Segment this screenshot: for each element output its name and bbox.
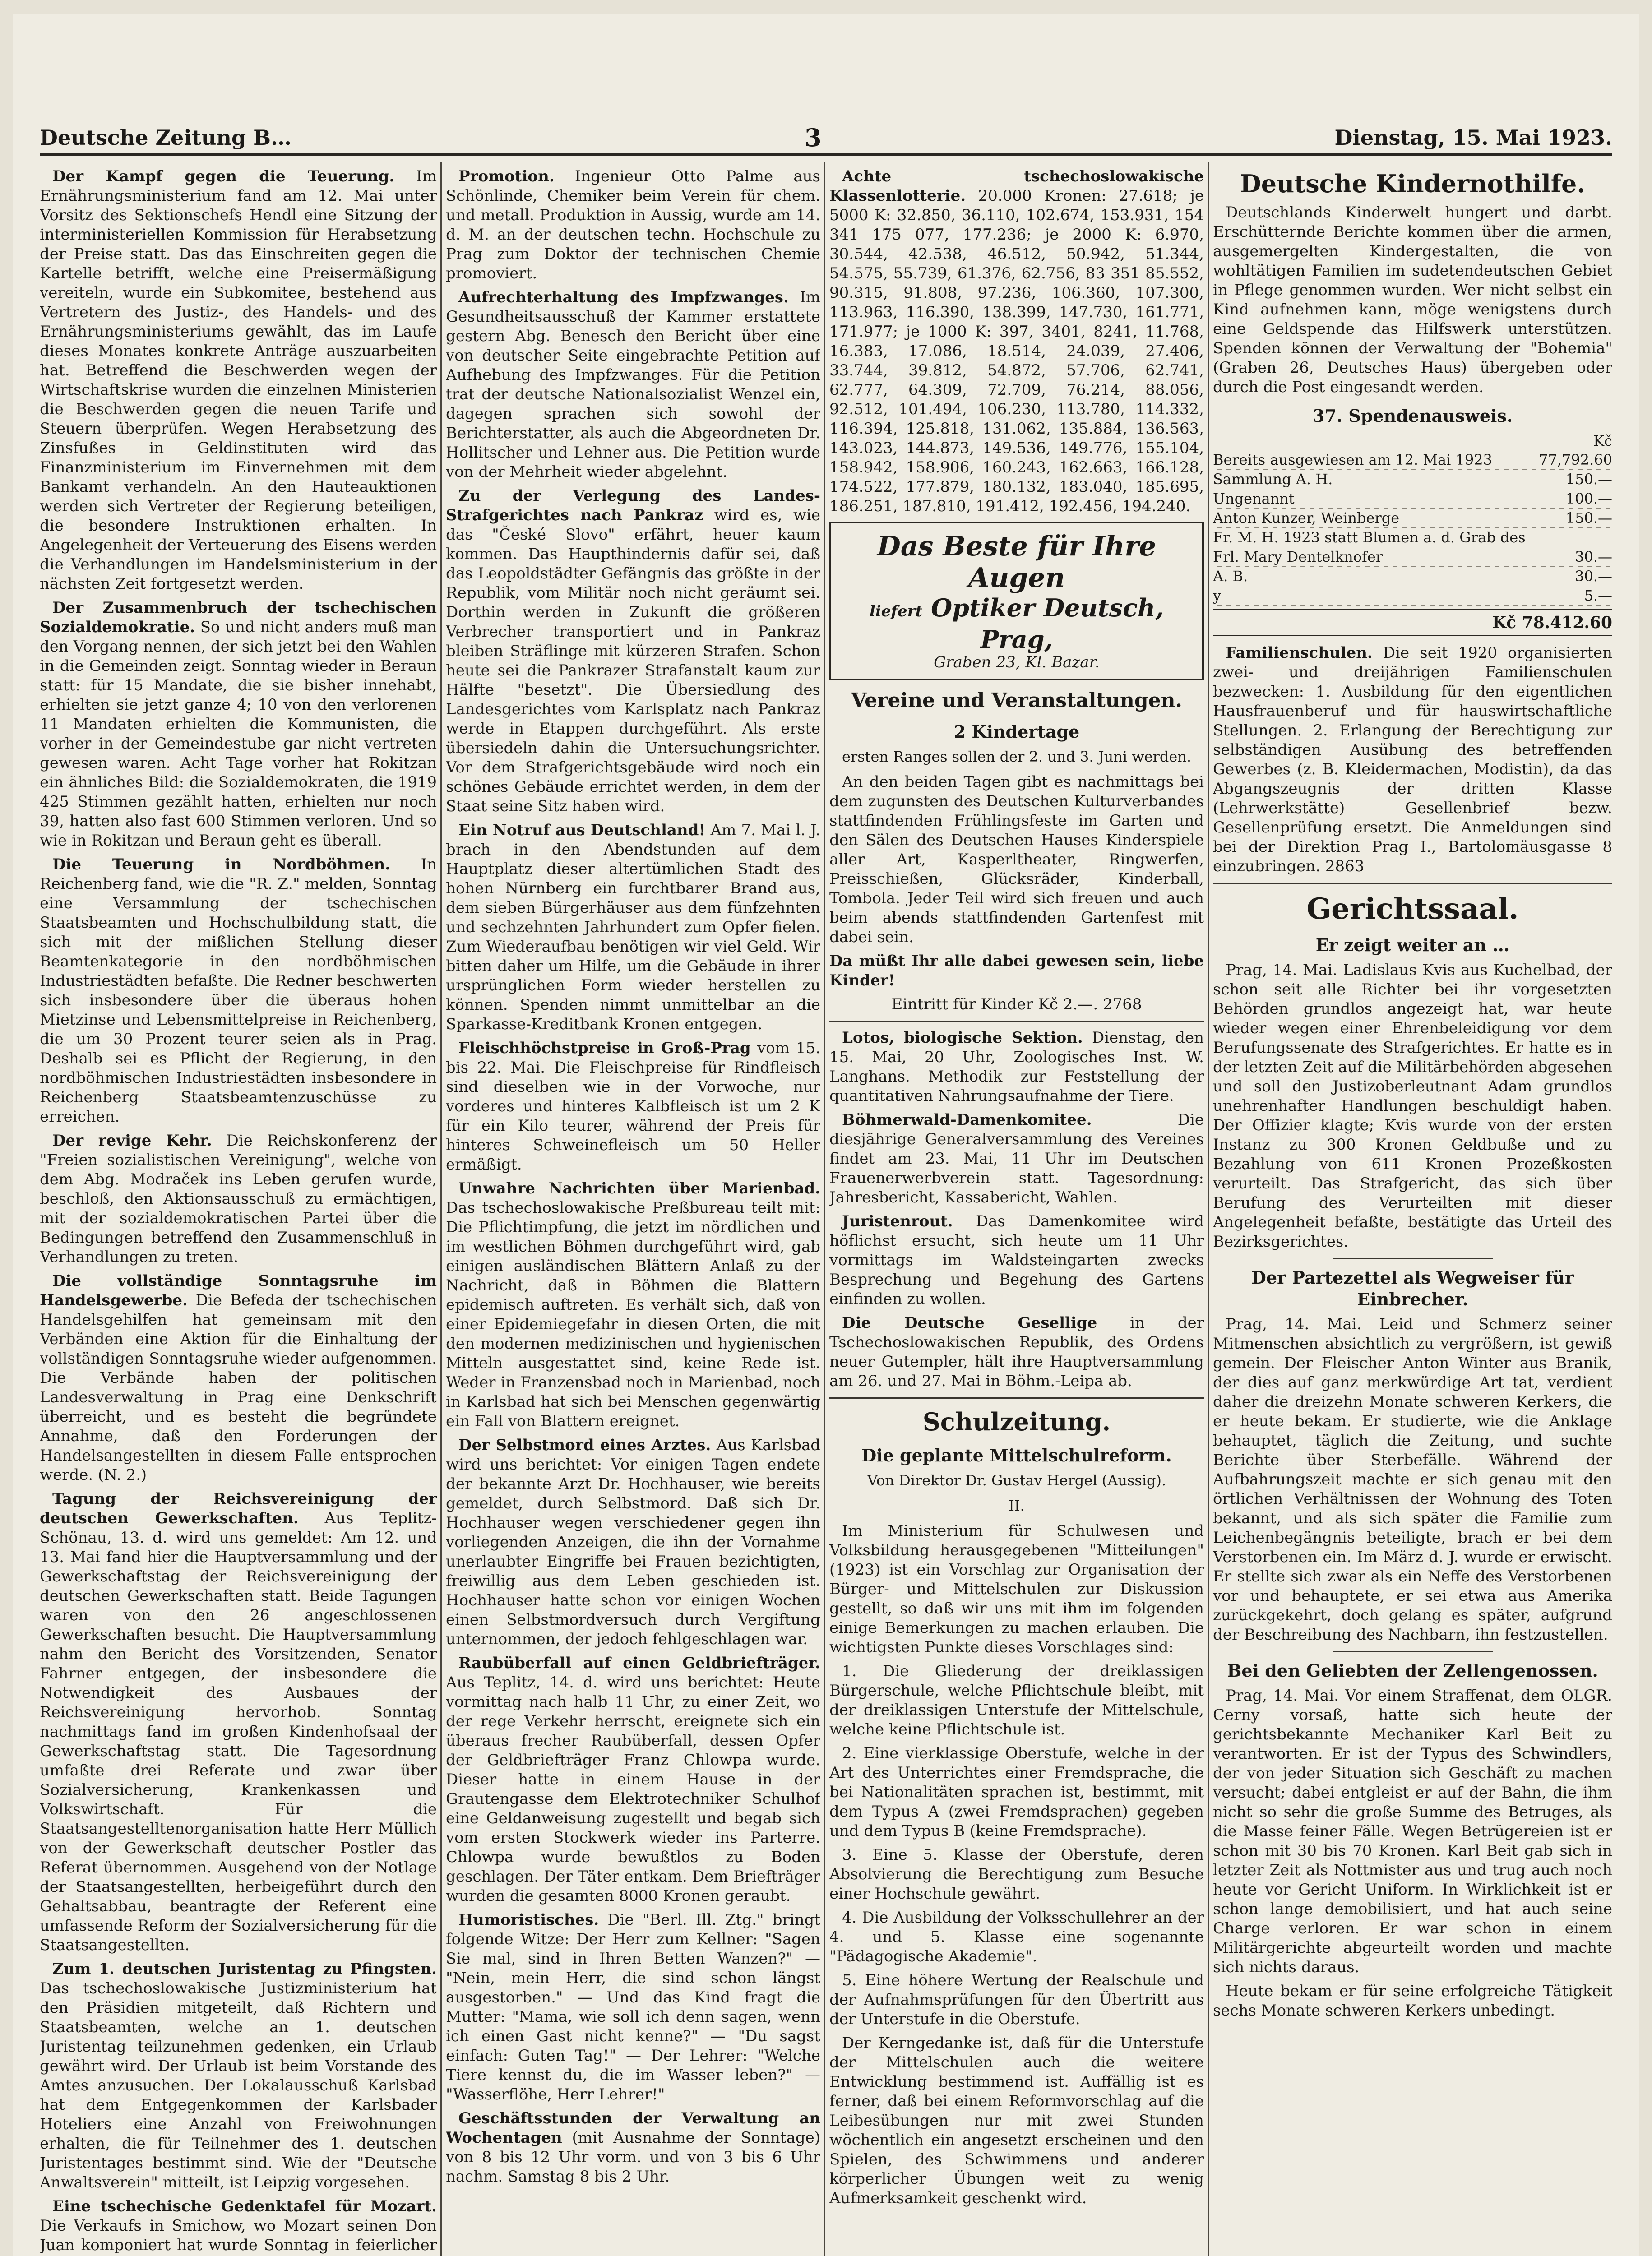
news-item-text: In Reichenberg fand, wie die "R. Z." melden, Sonntag eine Versammlung der tschechischen Staatsbeamten und Hochschulbildung statt, die sich mit der mißlichen Stellung dieser Beamtenkategorie in den nordböhmischen Industriestädten befaßte. Die Redner beschwerten sich insbesondere über die überaus hohen Mietzinse und Lebensmittelpreise in Reichenberg, die um 30 Prozent teurer seien als in Prag. Deshalb sei es Pflicht der Regierung, in den nordböhmischen Industriestädten insbesondere in Reichenberg Staatsbeamtenzuschüsse zu erreichen. — [40, 855, 437, 1126]
news-item-head: Die Teuerung in Nordböhmen. — [52, 855, 391, 874]
schul-paragraph: 3. Eine 5. Klasse der Oberstufe, deren Absolvierung die Berechtigung zum Besuche einer Hochschule gewährt. — [829, 1846, 1204, 1903]
news-item — [40, 1960, 437, 2192]
column-4 — [1213, 167, 1612, 2256]
ad-liefert: liefert — [869, 602, 923, 620]
news-item — [446, 486, 820, 816]
divider — [1213, 883, 1612, 884]
schul-paragraph: 5. Eine höhere Wertung der Realschule und der Aufnahmsprüfungen für den Übertritt aus der Unterstufe in die Oberstufe. — [829, 1971, 1204, 2028]
paper-name: Deutsche Zeitung B… — [40, 125, 292, 150]
donation-unit: Kč — [1593, 432, 1612, 449]
column-rule — [824, 162, 825, 2256]
news-item — [829, 1313, 1204, 1391]
donation-label: A. B. — [1213, 568, 1248, 585]
news-item — [446, 2109, 820, 2187]
news-item — [829, 1028, 1204, 1106]
donation-value: 5.— — [1584, 587, 1612, 604]
schulzeitung-part: II. — [1009, 1497, 1025, 1514]
news-item — [40, 2197, 437, 2256]
news-item-head: Böhmerwald-Damenkomitee. — [842, 1111, 1092, 1129]
news-item-text: Die Befeda der tschechischen Handelsgehilfen hat gemeinsam mit den Verbänden eine Aktion für die Einhaltung der vollständigen Sonntagsruhe wieder aufgenommen. Die Verbände haben der politischen Landesverwaltung in Prag eine Denkschrift überreicht, und es besteht die begründete Annahme, daß den Forderungen der Handelsangestellten in diesem Falle entsprochen werde. (N. 2.) — [40, 1291, 437, 1484]
divider — [829, 1021, 1204, 1022]
donation-label: Sammlung A. H. — [1213, 471, 1333, 488]
news-item-text: Im Gesundheitsausschuß der Kammer erstattete gestern Abg. Benesch den Bericht über eine von deutscher Seite eingebrachte Petition auf Aufhebung des Impfzwanges. Für die Petition trat der deutsche Nationalsozialist Wenzel ein, dagegen sprachen sich sowohl der Berichterstatter, als auch die Abgeordneten Dr. Hollitscher und Lehner aus. Die Petition wurde von der Mehrheit wieder abgelehnt. — [446, 288, 820, 481]
donation-label: y — [1213, 587, 1222, 604]
news-item-head: Geschäftsstunden der Verwaltung an Wochentagen — [446, 2109, 820, 2147]
kindertage-sub: ersten Ranges sollen der 2. und 3. Juni werden. — [842, 748, 1192, 765]
donation-row — [1213, 470, 1612, 489]
schul-paragraph: Im Ministerium für Schulwesen und Volksbildung herausgegebenen "Mitteilungen" (1923) ist ein Vorschlag zur Organisation der Bürger- und Mittelschulen zur Diskussion gestellt, so daß wir uns mit ihm im folgenden einige Bemerkungen zu machen erlauben. Die wichtigsten Punkte dieses Vorschlages sind: — [829, 1522, 1204, 1656]
news-item-text: Die Verkaufs in Smichow, wo Mozart seinen Don Juan komponiert hat wurde Sonntag in feierlicher — [40, 2217, 437, 2254]
court-heading-3: Bei den Geliebten der Zellengenossen. — [1227, 1660, 1598, 1681]
schul-paragraph: Der Kerngedanke ist, daß für die Unterstufe der Mittelschulen auch die weitere Entwicklung bestimmend ist. Auffällig ist es ferner, daß bei einem Reformvorschlag auf die Leibesübungen nur mit zwei Stunden wöchentlich ein angesetzt erscheinen und den Spielen, des Schwimmens und anderer körperlicher Übungen weit zu wenig Aufmerksamkeit geschenkt wird. — [829, 2034, 1204, 2207]
donation-total-value: Kč 78.412.60 — [1492, 613, 1612, 632]
donation-row — [1213, 547, 1612, 567]
kindertage-heading: 2 Kindertage — [953, 721, 1080, 742]
news-item-text: vom 15. bis 22. Mai. Die Fleischpreise für Rindfleisch sind dieselben wie in der Vorwoche, nur vorderes und hinteres Kalbfleisch ist um 2 K für ein Kilo teurer, während der Preis für hinteres Schweinefleisch um 50 Heller ermäßigt. — [446, 1039, 820, 1174]
news-item — [40, 167, 437, 594]
donation-list — [1213, 431, 1612, 606]
donation-label: Ungenannt — [1213, 490, 1295, 507]
donation-row — [1213, 586, 1612, 606]
news-item-head: Die Deutsche Gesellige — [842, 1314, 1097, 1332]
news-item — [446, 1910, 820, 2104]
donation-label: Frl. Mary Dentelknofer — [1213, 548, 1383, 565]
news-item — [829, 1110, 1204, 1207]
news-item-text: Im Ernährungsministerium fand am 12. Mai unter Vorsitz des Sektionschefs Hendl eine Sitzung der interministeriellen Kommission für Herabsetzung der Preise statt. Das das Einschreiten gegen die Kartelle betrifft, welche eine Preisermäßigung vereiteln, wurde ein Subkomitee, bestehend aus Vertretern des Justiz-, des Handels- und des Ernährungsministeriums gewählt, das im Laufe dieses Monates konkrete Anträge auszuarbeiten hat. Betreffend die Beschwerden wegen der Wirtschaftskrise wurden die einzelnen Ministerien die Beschwerden gegen die neuen Tarife und Steuern überprüfen. Wegen Herabsetzung des Zinsfußes in Geldinstituten wird das Finanzministerium im Einvernehmen mit dem Bankamt verhandeln. An den Hauteauktionen werden sich Vertreter der Regierung beteiligen, die besondere Instruktionen erhalten. In Angelegenheit der Verteuerung des Eisens werden die Verhandlungen im Handelsministerium in der nächsten Zeit fortgesetzt werden. — [40, 167, 437, 593]
news-item-head: Eine tschechische Gedenktafel für Mozart. — [52, 2197, 437, 2215]
court-text-1: Prag, 14. Mai. Ladislaus Kvis aus Kuchelbad, der schon seit alle Richter bei ihr vorgesetzten Behörden grundlos angezeigt hat, war heute wieder wegen einer Ehrenbeleidigung vor dem Berufungssenate des Strafgerichtes. Er hatte es in der letzten Zeit auf die Militärbehörden abgesehen und soll den Justizoberleutnant Adam grundlos unehrenhafter Handlungen beschuldigt haben. Der Offizier klagte; Kvis wurde von der ersten Instanz zu 300 Kronen Geldbuße und zu Bezahlung von 611 Kronen Prozeßkosten verurteilt. Das Strafgericht, das sich über Berufung des Verurteilten mit dieser Angelegenheit befaßte, bestätigte das Urteil des Bezirksgerichtes. — [1213, 961, 1612, 1251]
schul-paragraph: 1. Die Gliederung der dreiklassigen Bürgerschule, welche Pflichtschule bleibt, mit der dreiklassigen Unterstufe der Mittelschule, welche keine Pflichtschule ist. — [829, 1662, 1204, 1738]
news-item-head: Aufrechterhaltung des Impfzwanges. — [458, 288, 789, 306]
court-text-2: Prag, 14. Mai. Leid und Schmerz seiner Mitmenschen absichtlich zu vergrößern, ist gewiß gemein. Der Fleischer Anton Winter aus Branik, der dies auf ganz merkwürdige Art tat, verdient daher die dreizehn Monate schweren Kerkers, die er heute bekam. Er studierte, wie die Anklage behauptet, täglich die Zeitung, und suchte Berichte über Sterbefälle. Während der Aufbahrungszeit machte er sich genau mit den örtlichen Verhältnissen der Wohnung des Toten bekannt, und als sich später die Familie zum Leichenbegängnis beteiligte, brach er bei dem Verstorbenen ein. Im März d. J. wurde er erwischt. Er stellte sich zwar als ein Neffe des Verstorbenen vor und behauptete, er sei etwa aus Amerika zurückgekehrt, doch gelang es später, aufgrund der Beschreibung des Nachbarn, ihn festzustellen. — [1213, 1315, 1612, 1644]
ad-address: Graben 23, Kl. Bazar. — [934, 653, 1100, 671]
news-item-text: Ingenieur Otto Palme aus Schönlinde, Chemiker beim Verein für chem. und metall. Produktion in Aussig, wurde am 14. d. M. an der deutschen techn. Hochschule zu Prag zum Doktor der technischen Chemie promoviert. — [446, 167, 820, 282]
kindertage-price: Eintritt für Kinder Kč 2.—. 2768 — [891, 995, 1142, 1013]
news-item-text: Das Damenkomitee wird höflichst ersucht, sich heute um 11 Uhr vormittags im Waldsteingarten zwecks Besprechung und Begehung des Gartens einfinden zu wollen. — [829, 1212, 1204, 1308]
news-item — [40, 1489, 437, 1955]
optiker-advertisement — [829, 522, 1204, 680]
kindertage-text: An den beiden Tagen gibt es nachmittags bei dem zugunsten des Deutschen Kulturverbandes stattfindenden Frühlingsfeste im Garten und den Sälen des Deutschen Hauses Kinderspiele aller Art, Kasperltheater, Ringwerfen, Preisschießen, Glücksräder, Kinderball, Tombola. Jeder Teil wird sich freuen und auch beim abends stattfindenden Gartenfest mit dabei sein. — [829, 773, 1204, 946]
news-item — [446, 821, 820, 1034]
column-2 — [446, 167, 820, 2256]
ad-optiker: Optiker Deutsch, Prag, — [931, 593, 1164, 654]
page-header — [40, 122, 1612, 156]
news-item-text: Das tschechoslowakische Preßbureau teilt mit: Die Pflichtimpfung, die jetzt im nördlichen und im westlichen Böhmen durchgeführt wird, gab einigen ausländischen Blättern Anlaß zu der Nachricht, daß in Böhmen die Blattern epidemisch auftreten. Es verhält sich, daß von einer Epidemiegefahr in diesen Orten, die mit den modernen medizinischen und hygienischen Mitteln ausgestattet sind, keine Rede ist. Weder in Franzensbad noch in Marienbad, noch in Karlsbad hat sich bei Menschen gegenwärtig ein Fall von Blattern ereignet. — [446, 1199, 820, 1430]
news-item-head: Zum 1. deutschen Juristentag zu Pfingsten. — [52, 1960, 437, 1978]
donation-row — [1213, 509, 1612, 528]
news-item-head: Promotion. — [458, 167, 555, 185]
news-item-text: Das tschechoslowakische Justizministerium hat den Präsidien mitgeteilt, daß Richtern und Staatsbeamten, welche an 1. deutschen Juristentag teilzunehmen gedenken, ein Urlaub gewährt wird. Der Urlaub ist beim Vorstande des Amtes anzusuchen. Der Lokalausschuß Karlsbad hat dem Entgegenkommen der Karlsbader Hoteliers eine Anzahl von Freiwohnungen erhalten, die für Teilnehmer des 1. deutschen Juristentages bestimmt sind. Wie der "Deutsche Anwaltsverein" mitteilt, ist Leipzig vorgesehen. — [40, 1979, 437, 2191]
news-item-head: Humoristisches. — [458, 1911, 599, 1929]
kindernothilfe-heading: Deutsche Kindernothilfe. — [1240, 169, 1586, 198]
familienschulen-text: Die seit 1920 organisierten zwei- und dreijährigen Familienschulen bezwecken: 1. Ausbildung für den eigentlichen Hausfrauenberuf und für hauswirtschaftliche Stellungen. 2. Erlangung der Berechtigung zur selbständigen Ausübung des betreffenden Gewerbes (z. B. Kleidermachen, Modistin), da das Abgangszeugnis der dritten Klasse (Lehrwerkstätte) Gesellenbrief bezw. Gesellenprüfung ersetzt. Die Anmeldungen sind bei der Direktion Prag I., Bartolomäusgasse 8 einzubringen. 2863 — [1213, 644, 1612, 875]
donation-label: Fr. M. H. 1923 statt Blumen a. d. Grab des — [1213, 529, 1526, 546]
news-item-head: Unwahre Nachrichten über Marienbad. — [458, 1179, 820, 1197]
news-item-head: Juristenrout. — [842, 1212, 953, 1230]
familienschulen-head: Familienschulen. — [1226, 644, 1373, 662]
donation-total — [1213, 609, 1612, 636]
familienschulen-article — [1213, 643, 1612, 876]
news-item — [446, 288, 820, 482]
news-item-text: So und nicht anders muß man den Vorgang nennen, der sich jetzt bei den Wahlen in die Gemeinden zeigt. Sonntag wieder in Beraun statt: für 15 Mandate, die sie bisher innehabt, erhielten sie jetzt ganze 4; 10 von den verlorenen 11 Mandaten erhielten die Kommunisten, die vorher in der Gemeindestube gar nicht vertreten gewesen waren. Acht Tage vorher hat Rokitzan ein ähnliches Bild: die Sozialdemokraten, die 1919 425 Stimmen gezählt hatten, erhielten nur noch 39, hatten also fast 600 Stimmen verloren. Und so wie in Rokitzan und Beraun geht es überall. — [40, 618, 437, 850]
news-item-text: Aus Teplitz-Schönau, 13. d. wird uns gemeldet: Am 12. und 13. Mai fand hier die Hauptversammlung und der Gewerkschaftstag der Reichsvereinigung der deutschen Gewerkschaften statt. Beide Tagungen waren von den 26 angeschlossenen Gewerkschaften besucht. Die Hauptversammlung nahm den Bericht des Vorsitzenden, Senator Fahrner entgegen, der insbesondere die Notwendigkeit des Ausbaues der Reichsvereinigung hervorhob. Sonntag nachmittags fand im großen Kindenhofsaal der Gewerkschaftstag statt. Die Tagesordnung umfaßte drei Referate und zwar über Sozialversicherung, Krankenkassen und Volkswirtschaft. Für die Staatsangestelltenorganisation hatte Herr Müllich von der Gewerkschaft deutscher Postler das Referat übernommen. Ausgehend von der Notlage der Staatsangestellten, herbeigeführt durch den Gehaltsabbau, beantragte der Referent eine umfassende Reform der Sozialversicherung für die Staatsangestellten. — [40, 1509, 437, 1954]
news-item-text: wird es, wie das "České Slovo" erfährt, heuer kaum kommen. Das Haupthindernis dafür sei, daß das Leopoldstädter Gefängnis das größte in der Republik, vom Militär noch nicht geräumt sei. Dorthin werden in Zukunft die größeren Verbrecher transportiert und in Pankraz bleiben Sträflinge mit kürzeren Strafen. Schon heute sei die Pankrazer Strafanstalt kaum zur Hälfte "besetzt". Die Übersiedlung des Landesgerichtes vom Karlsplatz nach Pankraz werde in Etappen durchgeführt. Als erste übersiedeln dahin die Untersuchungsrichter. Vor dem Strafgerichtsgebäude wird noch ein schönes Gebäude errichtet werden, in dem der Staat seine Sitz haben wird. — [446, 506, 820, 815]
kindernothilfe-text: Deutschlands Kinderwelt hungert und darbt. Erschütternde Berichte kommen über die armen, ausgemergelten Kindergestalten, die von wohltätigen Familien im sudetendeutschen Gebiet in Pflege genommen wurden. Wer nicht selbst ein Kind aufnehmen kann, möge wenigstens durch eine Geldspende das Hilfswerk unterstützen. Spenden können der Verwaltung der "Bohemia" (Graben 26, Deutsches Haus) übergeben oder durch die Post eingesandt werden. — [1213, 203, 1612, 396]
court-heading-2: Der Partezettel als Wegweiser für Einbrecher. — [1251, 1267, 1574, 1309]
ad-line-1: Das Beste für Ihre Augen — [877, 531, 1157, 594]
news-item-text: Dienstag, den 15. Mai, 20 Uhr, Zoologisches Inst. W. Langhans. Methodik zur Feststellung der quantitativen Nahrungsaufnahme der Tiere. — [829, 1029, 1204, 1105]
column-rule — [1208, 162, 1209, 2256]
news-item-text: Aus Karlsbad wird uns berichtet: Vor einigen Tagen endete der bekannte Arzt Dr. Hochhauser, wie bereits gemeldet, durch Selbstmord. Daß sich Dr. Hochhauser wegen verschiedener gegen ihn vorliegenden Anzeigen, die ihn der Vornahme unerlaubter Eingriffe bei Frauen bezichtigten, freiwillig aus dem Leben geschieden ist. Hochhauser hatte schon vor einigen Wochen einen Selbstmordversuch durch Vergiftung unternommen, der jedoch fehlgeschlagen war. — [446, 1436, 820, 1648]
newspaper-page — [13, 14, 1639, 2256]
news-item-head: Die vollständige Sonntagsruhe im Handelsgewerbe. — [40, 1272, 437, 1309]
donation-row — [1213, 528, 1612, 547]
news-item-head: Raubüberfall auf einen Geldbriefträger. — [458, 1654, 820, 1672]
news-item — [40, 1131, 437, 1267]
column-rule — [440, 162, 442, 2256]
section-heading-vereine: Vereine und Veranstaltungen. — [851, 689, 1182, 712]
court-heading-1: Er zeigt weiter an … — [1315, 935, 1510, 955]
issue-date: Dienstag, 15. Mai 1923. — [1334, 125, 1612, 150]
news-item-head: Fleischhöchstpreise in Groß-Prag — [458, 1039, 751, 1057]
news-item-text: in der Tschechoslowakischen Republik, des Ordens neuer Gutempler, hält ihre Hauptversammlung am 26. und 27. Mai in Böhm.-Leipa ab. — [829, 1314, 1204, 1390]
news-item-text: Die Reichskonferenz der "Freien sozialistischen Vereinigung", welche von dem Abg. Modraček ins Leben gerufen wurde, beschloß, den Aktionsausschuß zu ermächtigen, mit der sozialdemokratischen Partei über die Bedingungen betreffend den Zusammenschluß in Verhandlungen zu treten. — [40, 1132, 437, 1266]
news-item-head: Der revige Kehr. — [52, 1132, 212, 1150]
schulzeitung-subheading: Die geplante Mittelschulreform. — [861, 1445, 1172, 1465]
news-item-text: Die "Berl. Ill. Ztg." bringt folgende Witze: Der Herr zum Kellner: "Sagen Sie mal, sind in Ihren Betten Wanzen?" — "Nein, mein Herr, die sind schon längst ausgestorben." — Und das Kind fragt die Mutter: "Mama, wie soll ich denn sagen, wenn ich einen Gast nicht kenne?" — "Du sagst einfach: Guten Tag!" — Der Lehrer: "Welche Tiere kennst du, die im Wasser leben?" — "Wasserflöhe, Herr Lehrer!" — [446, 1911, 820, 2103]
court-text-3: Prag, 14. Mai. Vor einem Straffenat, dem OLGR. Cerny vorsaß, hatte sich heute der gerichtsbekannte Mechaniker Karl Beit zu verantworten. Er ist der Typus des Schwindlers, der von jeder Situation sich Geschäft zu machen versucht; dabei entgleist er auf der Bahn, die ihm nicht so sehr die große Summe des Betruges, als die Masse feiner Fälle. Wegen Betrügereien ist er schon mit 30 bis 70 Kronen. Karl Beit gab sich in letzter Zeit als Nottmister aus und trug auch noch heute vor Gericht Uniform. In Wirklichkeit ist er schon lange demobilisiert, und hat auch seine Charge verloren. Er war schon in einem Militärgerichte abgeurteilt worden und machte sich nichts daraus. — [1213, 1687, 1612, 1976]
donation-row — [1213, 567, 1612, 586]
news-item-text: Aus Teplitz, 14. d. wird uns berichtet: Heute vormittag nach halb 11 Uhr, zu einer Zeit, wo der rege Verkehr herrscht, ereignete sich ein überaus frecher Raubüberfall, dessen Opfer der Geldbriefträger Franz Chlowpa wurde. Dieser hatte in einem Hause in der Grautengasse dem Elektrotechniker Schulhof eine Geldanweisung zugestellt und begab sich vom ersten Stockwerk wieder ins Parterre. Chlowpa wurde bewußtlos zu Boden geschlagen. Der Täter entkam. Dem Briefträger wurden die gesamten 8000 Kronen geraubt. — [446, 1674, 820, 1905]
schul-paragraph: 2. Eine vierklassige Oberstufe, welche in der Art des Unterrichtes einer Fremdsprache, die bei Nationalitäten sprachen ist, bestimmt, mit dem Typus A (zwei Fremdsprachen) gegeben und dem Typus B (keine Fremdsprache). — [829, 1744, 1204, 1840]
donation-value: 150.— — [1565, 471, 1612, 488]
news-item — [446, 167, 820, 283]
court-text-3-end: Heute bekam er für seine erfolgreiche Tätigkeit sechs Monate schweren Kerkers unbedingt. — [1213, 1982, 1612, 2020]
page-number: 3 — [804, 123, 822, 152]
donation-value: 77,792.60 — [1539, 451, 1612, 468]
donation-row — [1213, 450, 1612, 470]
donation-value: 100.— — [1565, 490, 1612, 507]
news-item — [446, 1039, 820, 1174]
news-item — [829, 1212, 1204, 1309]
divider — [1333, 1651, 1493, 1652]
news-item-head: Der Selbstmord eines Arztes. — [458, 1436, 711, 1454]
news-item — [446, 1179, 820, 1431]
schul-paragraph: 4. Die Ausbildung der Volksschullehrer an der 4. und 5. Klasse eine sogenannte "Pädagogische Akademie". — [829, 1909, 1204, 1965]
column-3 — [829, 167, 1204, 2256]
column-1 — [40, 167, 437, 2256]
lottery-article — [829, 167, 1204, 516]
donation-row — [1213, 489, 1612, 509]
donation-value: 30.— — [1575, 568, 1612, 585]
divider — [1333, 1258, 1493, 1259]
news-item-head: Ein Notruf aus Deutschland! — [458, 821, 706, 839]
news-item-text: Die diesjährige Generalversammlung des Vereines findet am 23. Mai, 11 Uhr im Deutschen Frauenerwerbverein statt. Tagesordnung: Jahresbericht, Kassabericht, Wahlen. — [829, 1111, 1204, 1207]
news-item-text: (mit Ausnahme der Sonntage) von 8 bis 12 Uhr vorm. und von 3 bis 6 Uhr nachm. Samstag 8 bis 2 Uhr. — [446, 2129, 820, 2186]
donation-label: Bereits ausgewiesen am 12. Mai 1923 — [1213, 451, 1492, 468]
news-item-head: Zu der Verlegung des Landes-Strafgerichtes nach Pankraz — [446, 487, 820, 524]
lottery-text: 20.000 Kronen: 27.618; je 5000 K: 32.850, 36.110, 102.674, 153.931, 154 341 175 077, 177.236; je 2000 K: 6.970, 30.544, 42.538, 46.512, 50.942, 51.344, 54.575, 55.739, 61.376, 62.756, 83 351 85.552, 90.315, 91.808, 97.236, 106.360, 107.300, 113.963, 116.390, 138.399, 147.730, 161.771, 171.977; je 1000 K: 397, 3401, 8241, 11.768, 16.383, 17.086, 18.514, 24.039, 27.406, 33.744, 39.812, 54.872, 57.706, 62.741, 62.777, 64.309, 72.709, 76.214, 88.056, 92.512, 101.494, 106.230, 113.780, 114.332, 116.394, 125.818, 131.062, 135.884, 136.563, 143.023, 144.873, 149.536, 149.776, 155.104, 158.942, 158.906, 160.243, 162.663, 166.128, 174.522, 177.879, 180.132, 183.040, 185.695, 186.251, 187.810, 191.412, 192.456, 194.240. — [829, 187, 1204, 515]
donation-label: Anton Kunzer, Weinberge — [1213, 509, 1400, 527]
spendenausweis-heading: 37. Spendenausweis. — [1312, 406, 1513, 426]
kindertage-call: Da müßt Ihr alle dabei gewesen sein, liebe Kinder! — [829, 952, 1204, 989]
news-item-head: Lotos, biologische Sektion. — [842, 1029, 1083, 1047]
schulzeitung-author: Von Direktor Dr. Gustav Hergel (Aussig). — [867, 1472, 1166, 1489]
news-item-head: Der Kampf gegen die Teuerung. — [52, 167, 395, 185]
news-item — [446, 1436, 820, 1649]
schulzeitung-heading: Schulzeitung. — [922, 1407, 1111, 1436]
news-item — [40, 1271, 437, 1485]
news-item-head: Tagung der Reichsvereinigung der deutschen Gewerkschaften. — [40, 1490, 437, 1527]
news-item-head: Der Zusammenbruch der tschechischen Sozialdemokratie. — [40, 599, 437, 636]
news-item — [40, 598, 437, 851]
donation-value: 30.— — [1575, 548, 1612, 565]
news-item-text: Am 7. Mai l. J. brach in den Abendstunden auf dem Hauptplatz dieser altertümlichen Stadt des hohen Nürnberg ein furchtbarer Brand aus, dem sieben Bürgerhäuser aus dem fünfzehnten und sechzehnten Jahrhundert zum Opfer fielen. Zum Wiederaufbau benötigen wir viel Geld. Wir bitten daher um Hilfe, um die Gebäude in ihrer ursprünglichen Form wieder herstellen zu können. Spenden nimmt unmittelbar an die Sparkasse-Kreditbank Kronen entgegen. — [446, 821, 820, 1033]
lottery-head: Achte tschechoslowakische Klassenlotterie. — [829, 167, 1204, 205]
news-item — [446, 1654, 820, 1906]
ad-line-2 — [836, 594, 1198, 653]
divider — [829, 1397, 1204, 1399]
gerichtssaal-heading: Gerichtssaal. — [1306, 892, 1519, 926]
donation-value: 150.— — [1565, 509, 1612, 527]
news-item — [40, 855, 437, 1127]
